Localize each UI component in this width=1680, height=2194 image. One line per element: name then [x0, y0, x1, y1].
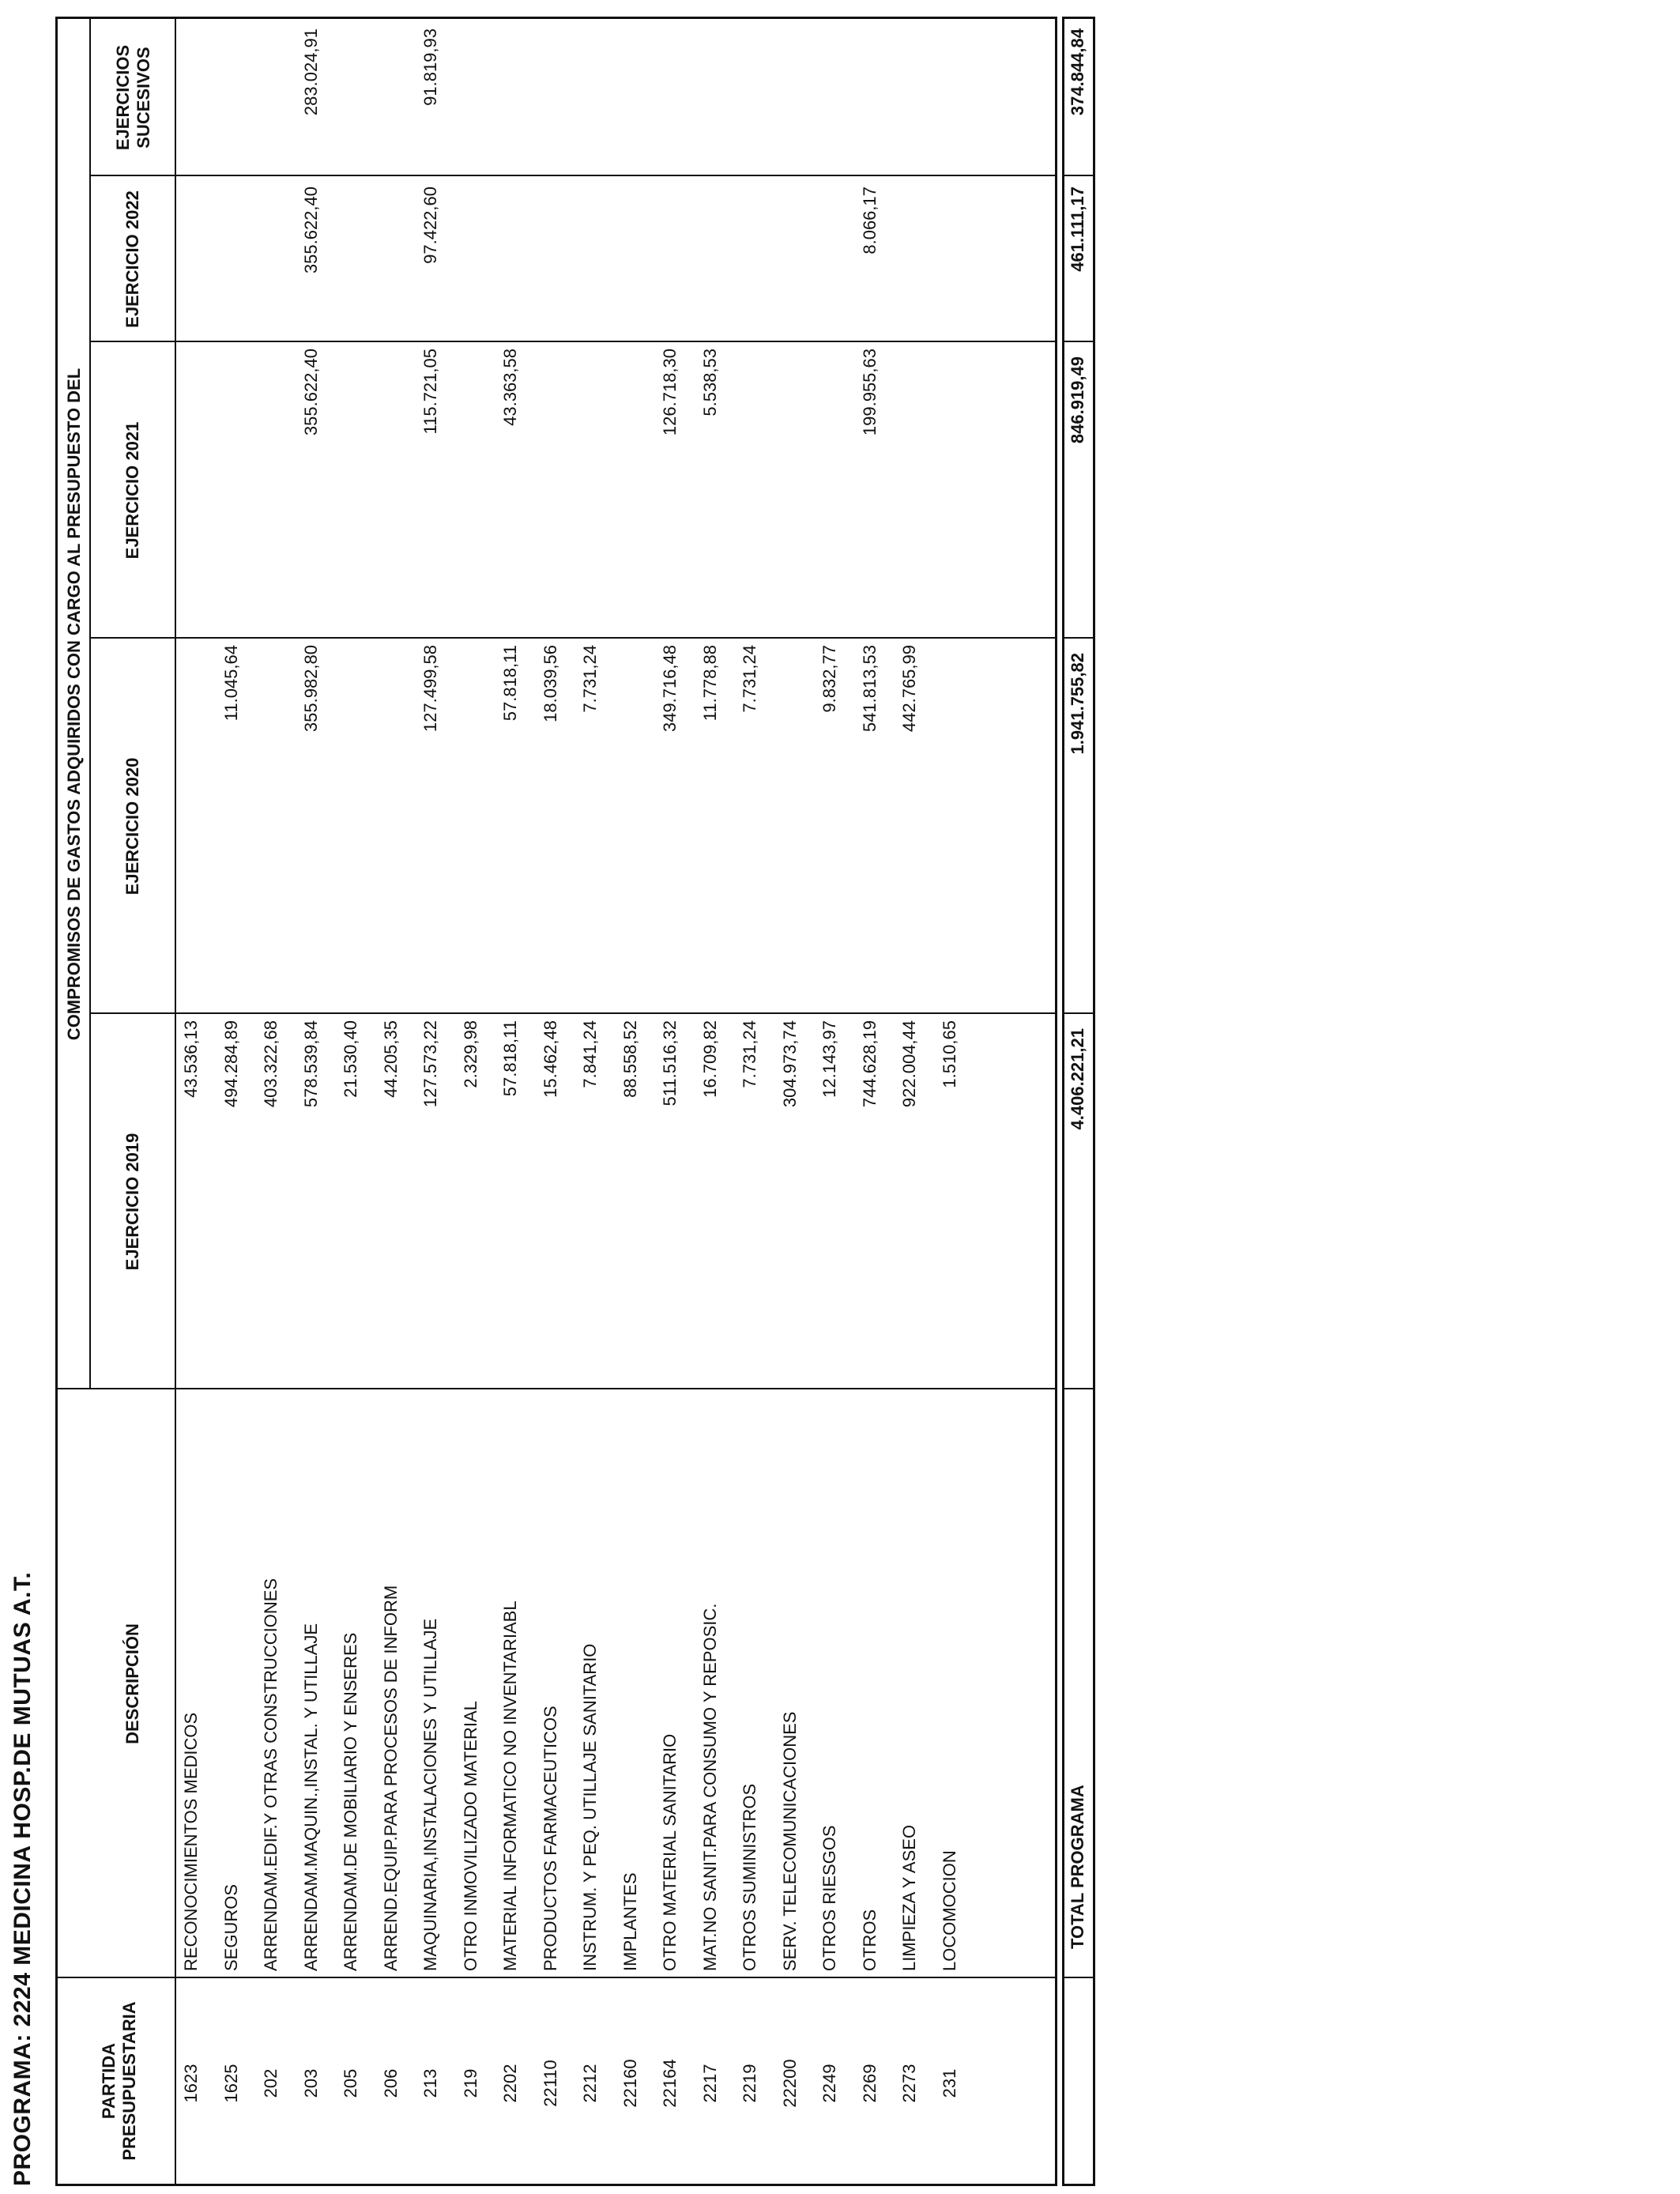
cell-partida: 22110 — [540, 2060, 560, 2107]
header-sub-sep — [89, 19, 91, 1389]
cell-descripcion: SEGUROS — [220, 1883, 241, 1971]
cell-partida: 2217 — [699, 2064, 720, 2103]
cell-2019: 7.841,24 — [580, 1020, 600, 1088]
cell-partida: 2202 — [500, 2064, 520, 2103]
cell-2020: 127.499,58 — [420, 645, 440, 733]
cell-2019: 304.973,74 — [779, 1020, 800, 1108]
cell-2019: 578.539,84 — [300, 1020, 321, 1108]
cell-2020: 11.778,88 — [699, 645, 720, 722]
cell-partida: 205 — [341, 2068, 360, 2098]
cell-2019: 403.322,68 — [261, 1020, 281, 1108]
cell-2021: 355.622,40 — [300, 349, 321, 436]
cell-partida: 1625 — [220, 2064, 241, 2103]
header-ejercicio-2021: EJERCICIO 2021 — [122, 421, 142, 560]
cell-partida: 2212 — [580, 2064, 600, 2103]
cell-partida: 22200 — [779, 2059, 800, 2108]
header-bottom-sep — [175, 19, 176, 2184]
cell-2021: 199.955,63 — [859, 349, 880, 436]
cell-2019: 44.205,35 — [380, 1020, 401, 1098]
cell-2020: 349.716,48 — [660, 645, 680, 733]
cell-descripcion: MAT.NO SANIT.PARA CONSUMO Y REPOSIC. — [699, 1603, 720, 1971]
col-sep-code — [58, 1977, 1055, 1978]
cell-partida: 2269 — [859, 2064, 880, 2103]
total-sep-2 — [1064, 1388, 1093, 1389]
cell-partida: 206 — [380, 2068, 401, 2098]
cell-partida: 22160 — [620, 2059, 640, 2108]
cell-partida: 231 — [939, 2068, 959, 2098]
cell-partida: 203 — [300, 2068, 321, 2098]
program-title: PROGRAMA: 2224 MEDICINA HOSP.DE MUTUAS A.T. — [9, 1571, 36, 2186]
header-descripcion: DESCRIPCIÓN — [122, 1623, 142, 1744]
cell-descripcion: MAQUINARIA,INSTALACIONES Y UTILLAJE — [420, 1618, 440, 1971]
col-sep-2021 — [91, 341, 1055, 342]
total-sep-3 — [1064, 1012, 1093, 1014]
cell-2019: 43.536,13 — [181, 1020, 201, 1098]
cell-2019: 494.284,89 — [220, 1020, 241, 1108]
cell-2019: 2.329,98 — [460, 1020, 480, 1088]
cell-2019: 1.510,65 — [939, 1020, 959, 1088]
cell-2022: 8.066,17 — [859, 187, 880, 254]
header-ejercicio-2022: EJERCICIO 2022 — [122, 190, 142, 328]
total-sep-5 — [1064, 341, 1093, 342]
header-ejercicio-2020: EJERCICIO 2020 — [122, 757, 142, 895]
cell-descripcion: OTROS — [859, 1909, 880, 1971]
cell-2019: 127.573,22 — [420, 1020, 440, 1108]
total-label: TOTAL PROGRAMA — [1068, 1785, 1087, 1949]
cell-2021: 126.718,30 — [660, 349, 680, 436]
cell-2021: 43.363,58 — [500, 349, 520, 426]
cell-2020: 541.813,53 — [859, 645, 880, 733]
cell-partida: 213 — [420, 2068, 440, 2098]
cell-descripcion: OTROS RIESGOS — [819, 1825, 839, 1971]
cell-descripcion: OTRO MATERIAL SANITARIO — [660, 1733, 680, 1971]
cell-descripcion: OTROS SUMINISTROS — [740, 1783, 759, 1971]
cell-partida: 219 — [460, 2068, 480, 2098]
total-2021: 846.919,49 — [1068, 356, 1087, 444]
cell-descripcion: SERV. TELECOMUNICACIONES — [779, 1711, 800, 1971]
cell-2020: 11.045,64 — [220, 645, 241, 722]
cell-2020: 7.731,24 — [580, 645, 600, 713]
cell-descripcion: ARRENDAM.MAQUIN.,INSTAL. Y UTILLAJE — [300, 1623, 321, 1971]
cell-2019: 16.709,82 — [699, 1020, 720, 1098]
cell-2019: 511.516,32 — [660, 1020, 680, 1106]
cell-2019: 922.004,44 — [899, 1020, 919, 1108]
cell-2019: 88.558,52 — [620, 1020, 640, 1098]
cell-partida: 2249 — [819, 2064, 839, 2103]
cell-sucesivos: 91.819,93 — [420, 28, 440, 106]
total-sucesivos: 374.844,84 — [1068, 28, 1087, 116]
total-2022: 461.111,17 — [1068, 187, 1087, 272]
cell-2020: 355.982,80 — [300, 645, 321, 733]
cell-descripcion: MATERIAL INFORMATICO NO INVENTARIABL — [500, 1600, 520, 1971]
cell-2020: 442.765,99 — [899, 645, 919, 733]
total-2019: 4.406.221,21 — [1068, 1028, 1087, 1130]
cell-2019: 15.462,48 — [540, 1020, 560, 1098]
cell-partida: 2273 — [899, 2064, 919, 2103]
cell-partida: 2219 — [740, 2064, 759, 2103]
cell-2022: 355.622,40 — [300, 187, 321, 274]
cell-descripcion: LOCOMOCION — [939, 1850, 959, 1971]
cell-2019: 7.731,24 — [740, 1020, 759, 1088]
cell-descripcion: ARRENDAM.EDIF.Y OTRAS CONSTRUCCIONES — [261, 1578, 281, 1971]
cell-2019: 12.143,97 — [819, 1020, 839, 1098]
cell-2019: 21.530,40 — [341, 1020, 360, 1098]
cell-descripcion: RECONOCIMIENTOS MEDICOS — [181, 1712, 201, 1971]
header-partida: PARTIDA PRESUPUESTARIA — [99, 2001, 139, 2161]
col-sep-desc — [58, 1388, 1055, 1389]
cell-2019: 744.628,19 — [859, 1020, 880, 1108]
total-sep-6 — [1064, 175, 1093, 176]
cell-2020: 9.832,77 — [819, 645, 839, 713]
col-sep-2022 — [91, 175, 1055, 176]
cell-descripcion: ARRENDAM.DE MOBILIARIO Y ENSERES — [341, 1632, 360, 1971]
cell-descripcion: OTRO INMOVILIZADO MATERIAL — [460, 1701, 480, 1971]
cell-descripcion: IMPLANTES — [620, 1872, 640, 1971]
total-2020: 1.941.755,82 — [1068, 653, 1087, 755]
cell-2020: 18.039,56 — [540, 645, 560, 722]
cell-descripcion: INSTRUM. Y PEQ. UTILLAJE SANITARIO — [580, 1643, 600, 1971]
col-sep-2020 — [91, 637, 1055, 639]
cell-2020: 7.731,24 — [740, 645, 759, 713]
total-sep-4 — [1064, 637, 1093, 639]
header-ejercicio-2019: EJERCICIO 2019 — [122, 1133, 142, 1271]
cell-partida: 202 — [261, 2068, 281, 2098]
cell-2020: 57.818,11 — [500, 645, 520, 722]
cell-partida: 1623 — [181, 2064, 201, 2103]
col-sep-2019 — [91, 1012, 1055, 1014]
cell-descripcion: LIMPIEZA Y ASEO — [899, 1824, 919, 1971]
cell-descripcion: ARREND.EQUIP.PARA PROCESOS DE INFORM — [380, 1585, 401, 1971]
cell-2019: 57.818,11 — [500, 1020, 520, 1097]
cell-sucesivos: 283.024,91 — [300, 28, 321, 116]
cell-2022: 97.422,60 — [420, 187, 440, 264]
cell-2021: 5.538,53 — [699, 349, 720, 417]
cell-partida: 22164 — [660, 2059, 680, 2108]
total-sep-1 — [1064, 1977, 1093, 1978]
cell-2021: 115.721,05 — [420, 349, 440, 435]
header-ejercicios-sucesivos: EJERCICIOS SUCESIVOS — [113, 44, 153, 151]
header-compromisos: COMPROMISOS DE GASTOS ADQUIRIDOS CON CARGO AL PRESUPUESTO DEL — [64, 368, 84, 1041]
cell-descripcion: PRODUCTOS FARMACEUTICOS — [540, 1706, 560, 1971]
